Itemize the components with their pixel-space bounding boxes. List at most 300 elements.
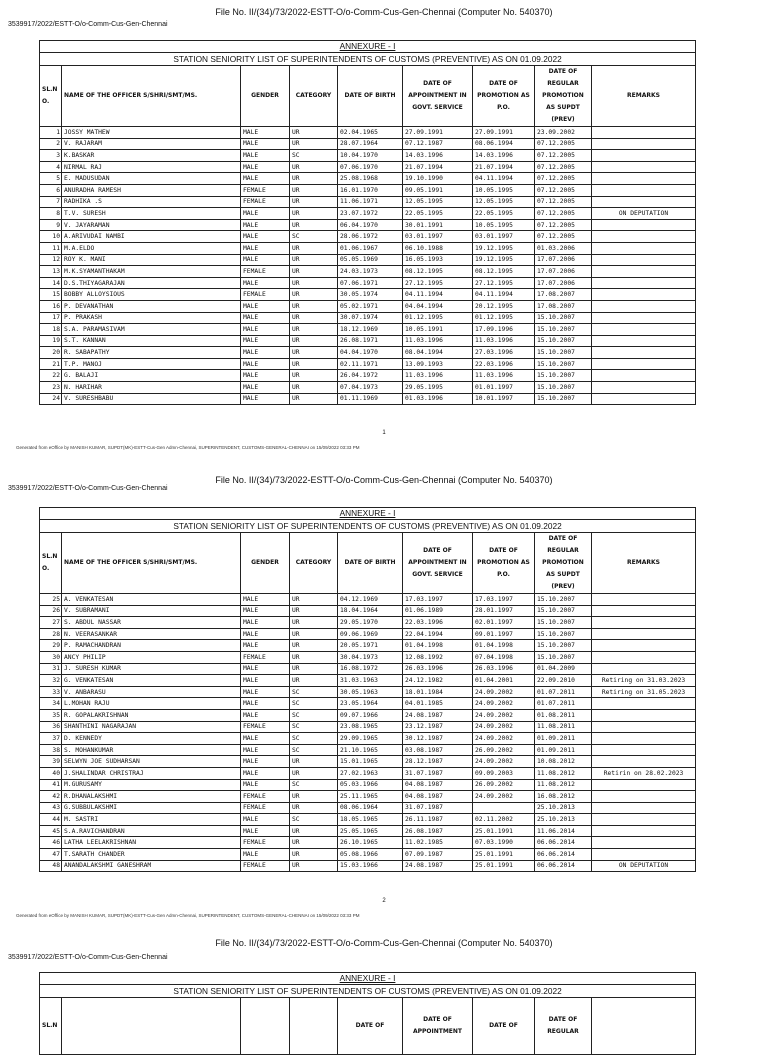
cell-date-of-promotion-po: 01.01.1997: [473, 382, 535, 394]
cell-category: UR: [290, 127, 338, 139]
cell-sl-no: 42: [40, 791, 62, 803]
page-number: 2: [382, 898, 386, 904]
cell-gender: MALE: [241, 814, 290, 826]
cell-date-of-regular-promotion: 15.10.2007: [535, 605, 592, 617]
cell-officer-name: E. MADUSUDAN: [62, 173, 241, 185]
cell-date-of-birth: 04.04.1970: [338, 347, 403, 359]
cell-remarks: [592, 709, 696, 721]
cell-officer-name: P. DEVANATHAN: [62, 300, 241, 312]
cell-gender: MALE: [241, 277, 290, 289]
table-row: [40, 617, 696, 629]
cell-date-of-birth: 06.04.1970: [338, 219, 403, 231]
cell-date-of-birth: 29.05.1970: [338, 617, 403, 629]
table-row: [40, 358, 696, 370]
header-dob: DATE OF BIRTH: [338, 533, 403, 594]
cell-gender: FEMALE: [241, 802, 290, 814]
cell-date-of-promotion-po: 24.09.2002: [473, 756, 535, 768]
cell-gender: MALE: [241, 698, 290, 710]
cell-date-of-promotion-po: [473, 802, 535, 814]
cell-date-of-appointment: 24.08.1987: [403, 709, 473, 721]
cell-gender: MALE: [241, 617, 290, 629]
table-row: [40, 370, 696, 382]
cell-officer-name: L.MOHAN RAJU: [62, 698, 241, 710]
cell-sl-no: 34: [40, 698, 62, 710]
cell-date-of-appointment: 28.12.1987: [403, 756, 473, 768]
cell-date-of-promotion-po: 08.06.1994: [473, 138, 535, 150]
cell-sl-no: 2: [40, 138, 62, 150]
cell-date-of-regular-promotion: 17.08.2007: [535, 300, 592, 312]
cell-remarks: [592, 605, 696, 617]
cell-date-of-regular-promotion: 07.12.2005: [535, 161, 592, 173]
cell-sl-no: 48: [40, 860, 62, 872]
cell-remarks: [592, 127, 696, 139]
cell-sl-no: 27: [40, 617, 62, 629]
cell-category: UR: [290, 300, 338, 312]
cell-remarks: [592, 617, 696, 629]
cell-category: UR: [290, 312, 338, 324]
document-id: 3539917/2022/ESTT-O/o-Comm-Cus-Gen-Chennai: [8, 954, 168, 961]
cell-date-of-regular-promotion: 11.06.2014: [535, 825, 592, 837]
cell-gender: MALE: [241, 312, 290, 324]
cell-category: UR: [290, 594, 338, 606]
cell-date-of-appointment: 22.04.1994: [403, 628, 473, 640]
cell-date-of-promotion-po: 20.12.1995: [473, 300, 535, 312]
header-category: CATEGORY: [290, 66, 338, 127]
cell-date-of-promotion-po: 07.04.1998: [473, 651, 535, 663]
annexure-cell: [40, 508, 696, 520]
cell-gender: MALE: [241, 161, 290, 173]
cell-remarks: [592, 370, 696, 382]
table-row: [40, 196, 696, 208]
cell-category: UR: [290, 208, 338, 220]
table-row: [40, 173, 696, 185]
cell-date-of-regular-promotion: 07.12.2005: [535, 196, 592, 208]
cell-gender: MALE: [241, 744, 290, 756]
cell-date-of-promotion-po: 07.03.1990: [473, 837, 535, 849]
table-row: [40, 791, 696, 803]
cell-date-of-appointment: 11.03.1996: [403, 370, 473, 382]
cell-category: UR: [290, 266, 338, 278]
cell-date-of-appointment: 22.03.1996: [403, 617, 473, 629]
cell-category: UR: [290, 254, 338, 266]
cell-gender: MALE: [241, 767, 290, 779]
header-doa: DATE OF APPOINTMENT IN GOVT. SERVICE: [403, 533, 473, 594]
cell-officer-name: S.A.RAVICHANDRAN: [62, 825, 241, 837]
table-row: [40, 825, 696, 837]
cell-gender: MALE: [241, 254, 290, 266]
cell-remarks: [592, 779, 696, 791]
cell-category: UR: [290, 756, 338, 768]
cell-remarks: [592, 138, 696, 150]
title-row: [40, 53, 696, 66]
cell-officer-name: S. ABDUL NASSAR: [62, 617, 241, 629]
cell-date-of-promotion-po: 02.01.1997: [473, 617, 535, 629]
table-row: [40, 242, 696, 254]
cell-date-of-promotion-po: 24.09.2002: [473, 709, 535, 721]
generated-footer: Generated from eOffice by MANISH KUMAR, SUPDT(MK)-ESTT-Cus-Gen Admn-Chennai, SUPERINTENDENT, CUSTOMS-GENERAL-CHENNAI on 15/09/2022 03:33 PM: [16, 445, 360, 450]
cell-officer-name: NIRMAL RAJ: [62, 161, 241, 173]
cell-category: UR: [290, 219, 338, 231]
cell-date-of-regular-promotion: 07.12.2005: [535, 138, 592, 150]
cell-sl-no: 1: [40, 127, 62, 139]
cell-date-of-regular-promotion: 07.12.2005: [535, 231, 592, 243]
cell-gender: MALE: [241, 219, 290, 231]
cell-gender: MALE: [241, 324, 290, 336]
table-row: [40, 312, 696, 324]
table-row: [40, 814, 696, 826]
cell-date-of-birth: 28.06.1972: [338, 231, 403, 243]
table-row: [40, 744, 696, 756]
cell-remarks: [592, 825, 696, 837]
cell-remarks: [592, 393, 696, 405]
cell-gender: MALE: [241, 173, 290, 185]
cell-remarks: Retirin on 28.02.2023: [592, 767, 696, 779]
annexure-label: ANNEXURE - I: [339, 973, 396, 983]
cell-remarks: [592, 791, 696, 803]
cell-sl-no: 17: [40, 312, 62, 324]
header-remarks: REMARKS: [592, 66, 696, 127]
cell-gender: MALE: [241, 138, 290, 150]
cell-sl-no: 12: [40, 254, 62, 266]
cell-date-of-birth: 18.12.1969: [338, 324, 403, 336]
cell-date-of-birth: 02.11.1971: [338, 358, 403, 370]
seniority-table-partial: [39, 972, 696, 1055]
cell-date-of-regular-promotion: 01.08.2011: [535, 709, 592, 721]
cell-remarks: [592, 382, 696, 394]
cell-date-of-regular-promotion: 16.08.2012: [535, 791, 592, 803]
cell-category: UR: [290, 605, 338, 617]
cell-date-of-regular-promotion: 01.07.2011: [535, 698, 592, 710]
cell-date-of-appointment: 26.11.1987: [403, 814, 473, 826]
cell-officer-name: M.A.ELDO: [62, 242, 241, 254]
cell-gender: MALE: [241, 150, 290, 162]
cell-sl-no: 25: [40, 594, 62, 606]
header-remarks: [592, 998, 696, 1055]
table-row: [40, 721, 696, 733]
cell-remarks: [592, 849, 696, 861]
cell-date-of-appointment: 03.01.1997: [403, 231, 473, 243]
cell-date-of-promotion-po: 24.09.2002: [473, 698, 535, 710]
cell-category: UR: [290, 663, 338, 675]
cell-sl-no: 22: [40, 370, 62, 382]
cell-officer-name: P. PRAKASH: [62, 312, 241, 324]
cell-sl-no: 20: [40, 347, 62, 359]
header-name: [62, 998, 241, 1055]
cell-date-of-regular-promotion: 15.10.2007: [535, 617, 592, 629]
cell-remarks: [592, 347, 696, 359]
cell-officer-name: J.SHALINDAR CHRISTRAJ: [62, 767, 241, 779]
table-row: [40, 289, 696, 301]
cell-gender: MALE: [241, 733, 290, 745]
cell-gender: FEMALE: [241, 196, 290, 208]
cell-date-of-appointment: 13.09.1993: [403, 358, 473, 370]
cell-gender: MALE: [241, 370, 290, 382]
cell-sl-no: 8: [40, 208, 62, 220]
table-row: [40, 663, 696, 675]
cell-officer-name: T.P. MANOJ: [62, 358, 241, 370]
cell-date-of-appointment: 08.04.1994: [403, 347, 473, 359]
cell-remarks: [592, 173, 696, 185]
annexure-row: [40, 973, 696, 985]
cell-gender: MALE: [241, 208, 290, 220]
cell-officer-name: G.SUBBULAKSHMI: [62, 802, 241, 814]
cell-remarks: [592, 277, 696, 289]
cell-officer-name: JOSSY MATHEW: [62, 127, 241, 139]
cell-sl-no: 40: [40, 767, 62, 779]
cell-gender: MALE: [241, 756, 290, 768]
cell-category: UR: [290, 675, 338, 687]
table-row: [40, 628, 696, 640]
cell-date-of-appointment: 10.05.1991: [403, 324, 473, 336]
cell-category: UR: [290, 242, 338, 254]
cell-officer-name: T.SARATH CHANDER: [62, 849, 241, 861]
cell-date-of-promotion-po: 10.01.1997: [473, 393, 535, 405]
cell-date-of-regular-promotion: 06.06.2014: [535, 849, 592, 861]
cell-sl-no: 4: [40, 161, 62, 173]
cell-date-of-appointment: 21.07.1994: [403, 161, 473, 173]
cell-sl-no: 43: [40, 802, 62, 814]
cell-date-of-birth: 30.07.1974: [338, 312, 403, 324]
cell-category: UR: [290, 347, 338, 359]
cell-date-of-promotion-po: 28.01.1997: [473, 605, 535, 617]
cell-date-of-regular-promotion: 15.10.2007: [535, 393, 592, 405]
cell-date-of-appointment: 31.07.1987: [403, 767, 473, 779]
cell-date-of-birth: 27.02.1963: [338, 767, 403, 779]
cell-sl-no: 7: [40, 196, 62, 208]
cell-date-of-promotion-po: 10.05.1995: [473, 184, 535, 196]
generated-footer: Generated from eOffice by MANISH KUMAR, SUPDT(MK)-ESTT-Cus-Gen Admn-Chennai, SUPERINTENDENT, CUSTOMS-GENERAL-CHENNAI on 15/09/2022 03:33 PM: [16, 913, 360, 918]
cell-sl-no: 3: [40, 150, 62, 162]
cell-sl-no: 10: [40, 231, 62, 243]
cell-date-of-appointment: 12.05.1995: [403, 196, 473, 208]
cell-date-of-promotion-po: 27.12.1995: [473, 277, 535, 289]
cell-officer-name: RADHIKA .S: [62, 196, 241, 208]
cell-officer-name: LATHA LEELAKRISHNAN: [62, 837, 241, 849]
cell-date-of-appointment: 04.08.1987: [403, 779, 473, 791]
cell-date-of-promotion-po: 17.09.1996: [473, 324, 535, 336]
cell-category: UR: [290, 617, 338, 629]
cell-category: SC: [290, 709, 338, 721]
cell-date-of-birth: 26.04.1972: [338, 370, 403, 382]
annexure-cell: [40, 973, 696, 985]
cell-sl-no: 45: [40, 825, 62, 837]
table-row: [40, 347, 696, 359]
cell-date-of-promotion-po: 04.11.1994: [473, 289, 535, 301]
cell-date-of-promotion-po: 27.09.1991: [473, 127, 535, 139]
cell-remarks: ON DEPUTATION: [592, 860, 696, 872]
cell-date-of-regular-promotion: 15.10.2007: [535, 628, 592, 640]
cell-date-of-appointment: 04.08.1987: [403, 791, 473, 803]
cell-date-of-regular-promotion: 11.08.2011: [535, 721, 592, 733]
cell-date-of-birth: 25.08.1968: [338, 173, 403, 185]
cell-date-of-regular-promotion: 17.07.2006: [535, 266, 592, 278]
cell-officer-name: ANURADHA RAMESH: [62, 184, 241, 196]
cell-sl-no: 30: [40, 651, 62, 663]
cell-remarks: [592, 289, 696, 301]
cell-officer-name: ANANDALAKSHMI GANESHRAM: [62, 860, 241, 872]
cell-remarks: [592, 756, 696, 768]
table-row: [40, 254, 696, 266]
cell-date-of-appointment: 11.02.1985: [403, 837, 473, 849]
cell-date-of-birth: 15.03.1966: [338, 860, 403, 872]
cell-remarks: [592, 358, 696, 370]
cell-date-of-regular-promotion: 06.06.2014: [535, 860, 592, 872]
cell-category: UR: [290, 138, 338, 150]
cell-date-of-regular-promotion: 15.10.2007: [535, 370, 592, 382]
cell-date-of-promotion-po: 26.03.1996: [473, 663, 535, 675]
cell-remarks: Retiring on 31.03.2023: [592, 675, 696, 687]
cell-gender: MALE: [241, 347, 290, 359]
cell-officer-name: D.S.THIYAGARAJAN: [62, 277, 241, 289]
cell-sl-no: 21: [40, 358, 62, 370]
cell-date-of-birth: 08.06.1964: [338, 802, 403, 814]
cell-date-of-promotion-po: 09.09.2003: [473, 767, 535, 779]
cell-date-of-regular-promotion: 06.06.2014: [535, 837, 592, 849]
table-row: [40, 138, 696, 150]
cell-date-of-appointment: 19.10.1990: [403, 173, 473, 185]
cell-date-of-appointment: 04.11.1994: [403, 289, 473, 301]
cell-remarks: [592, 335, 696, 347]
cell-remarks: [592, 663, 696, 675]
cell-gender: MALE: [241, 675, 290, 687]
cell-category: UR: [290, 802, 338, 814]
cell-date-of-appointment: 14.03.1996: [403, 150, 473, 162]
table-row: [40, 382, 696, 394]
table-row: [40, 127, 696, 139]
table-row: [40, 837, 696, 849]
cell-date-of-appointment: 29.05.1995: [403, 382, 473, 394]
cell-category: UR: [290, 173, 338, 185]
cell-category: UR: [290, 184, 338, 196]
table-row: [40, 184, 696, 196]
cell-gender: MALE: [241, 640, 290, 652]
table-row: [40, 802, 696, 814]
cell-category: UR: [290, 277, 338, 289]
cell-gender: MALE: [241, 300, 290, 312]
cell-remarks: [592, 219, 696, 231]
cell-date-of-appointment: 12.08.1992: [403, 651, 473, 663]
cell-date-of-regular-promotion: 15.10.2007: [535, 324, 592, 336]
cell-date-of-birth: 21.10.1965: [338, 744, 403, 756]
cell-date-of-birth: 18.04.1964: [338, 605, 403, 617]
cell-category: UR: [290, 324, 338, 336]
cell-date-of-appointment: 16.05.1993: [403, 254, 473, 266]
cell-officer-name: A. VENKATESAN: [62, 594, 241, 606]
title-row: [40, 520, 696, 533]
cell-date-of-birth: 24.03.1973: [338, 266, 403, 278]
cell-date-of-promotion-po: 17.03.1997: [473, 594, 535, 606]
cell-officer-name: P. RAMACHANDRAN: [62, 640, 241, 652]
cell-date-of-birth: 05.02.1971: [338, 300, 403, 312]
cell-date-of-regular-promotion: 15.10.2007: [535, 335, 592, 347]
cell-date-of-promotion-po: 19.12.1995: [473, 254, 535, 266]
cell-date-of-appointment: 01.06.1989: [403, 605, 473, 617]
cell-sl-no: 16: [40, 300, 62, 312]
cell-gender: MALE: [241, 382, 290, 394]
cell-gender: FEMALE: [241, 791, 290, 803]
cell-date-of-promotion-po: 26.09.2002: [473, 779, 535, 791]
cell-date-of-birth: 15.01.1965: [338, 756, 403, 768]
table-row: [40, 605, 696, 617]
file-number: File No. II/(34)/73/2022-ESTT-O/o-Comm-Cus-Gen-Chennai (Computer No. 540370): [215, 938, 553, 948]
table-row: [40, 675, 696, 687]
cell-date-of-promotion-po: 24.09.2002: [473, 791, 535, 803]
cell-date-of-birth: 30.04.1973: [338, 651, 403, 663]
cell-date-of-regular-promotion: 25.10.2013: [535, 802, 592, 814]
cell-gender: FEMALE: [241, 184, 290, 196]
table-row: [40, 860, 696, 872]
cell-date-of-appointment: 26.08.1987: [403, 825, 473, 837]
cell-date-of-regular-promotion: 15.10.2007: [535, 382, 592, 394]
cell-officer-name: R. SABAPATHY: [62, 347, 241, 359]
cell-date-of-appointment: 07.09.1987: [403, 849, 473, 861]
cell-gender: MALE: [241, 231, 290, 243]
cell-officer-name: A.ARIVUDAI NAMBI: [62, 231, 241, 243]
cell-date-of-promotion-po: 26.09.2002: [473, 744, 535, 756]
cell-date-of-regular-promotion: 15.10.2007: [535, 594, 592, 606]
cell-date-of-birth: 30.05.1974: [338, 289, 403, 301]
cell-date-of-regular-promotion: 25.10.2013: [535, 814, 592, 826]
cell-category: UR: [290, 640, 338, 652]
cell-officer-name: ANCY PHILIP: [62, 651, 241, 663]
cell-date-of-promotion-po: 27.03.1996: [473, 347, 535, 359]
page-number: 1: [382, 430, 386, 436]
table-row: [40, 779, 696, 791]
table-row: [40, 594, 696, 606]
seniority-table: [39, 507, 696, 872]
cell-category: SC: [290, 686, 338, 698]
header-dop: DATE OF: [473, 998, 535, 1055]
table-row: [40, 849, 696, 861]
cell-gender: FEMALE: [241, 266, 290, 278]
cell-officer-name: V. RAJARAM: [62, 138, 241, 150]
cell-date-of-appointment: 30.12.1987: [403, 733, 473, 745]
header-row: [40, 998, 696, 1055]
title-row: [40, 985, 696, 998]
cell-date-of-promotion-po: 22.03.1996: [473, 358, 535, 370]
cell-gender: FEMALE: [241, 721, 290, 733]
cell-date-of-appointment: 23.12.1987: [403, 721, 473, 733]
cell-category: SC: [290, 744, 338, 756]
cell-date-of-promotion-po: 01.12.1995: [473, 312, 535, 324]
cell-sl-no: 24: [40, 393, 62, 405]
annexure-row: [40, 508, 696, 520]
header-dop: DATE OF PROMOTION AS P.O.: [473, 66, 535, 127]
header-gender: [241, 998, 290, 1055]
cell-date-of-appointment: 22.05.1995: [403, 208, 473, 220]
cell-date-of-appointment: 01.04.1998: [403, 640, 473, 652]
cell-officer-name: D. KENNEDY: [62, 733, 241, 745]
cell-date-of-birth: 26.08.1971: [338, 335, 403, 347]
cell-date-of-birth: 23.07.1972: [338, 208, 403, 220]
cell-date-of-regular-promotion: 15.10.2007: [535, 358, 592, 370]
cell-date-of-promotion-po: 09.01.1997: [473, 628, 535, 640]
cell-date-of-regular-promotion: 01.07.2011: [535, 686, 592, 698]
cell-remarks: [592, 161, 696, 173]
cell-date-of-birth: 09.07.1966: [338, 709, 403, 721]
cell-date-of-birth: 07.06.1970: [338, 161, 403, 173]
cell-date-of-birth: 18.05.1965: [338, 814, 403, 826]
cell-remarks: [592, 184, 696, 196]
annexure-cell: [40, 41, 696, 53]
cell-sl-no: 31: [40, 663, 62, 675]
cell-date-of-birth: 10.04.1970: [338, 150, 403, 162]
cell-sl-no: 15: [40, 289, 62, 301]
cell-date-of-appointment: 31.07.1987: [403, 802, 473, 814]
cell-gender: FEMALE: [241, 860, 290, 872]
list-title: STATION SENIORITY LIST OF SUPERINTENDENTS OF CUSTOMS (PREVENTIVE) AS ON 01.09.2022: [40, 53, 696, 66]
cell-date-of-regular-promotion: 17.07.2006: [535, 277, 592, 289]
